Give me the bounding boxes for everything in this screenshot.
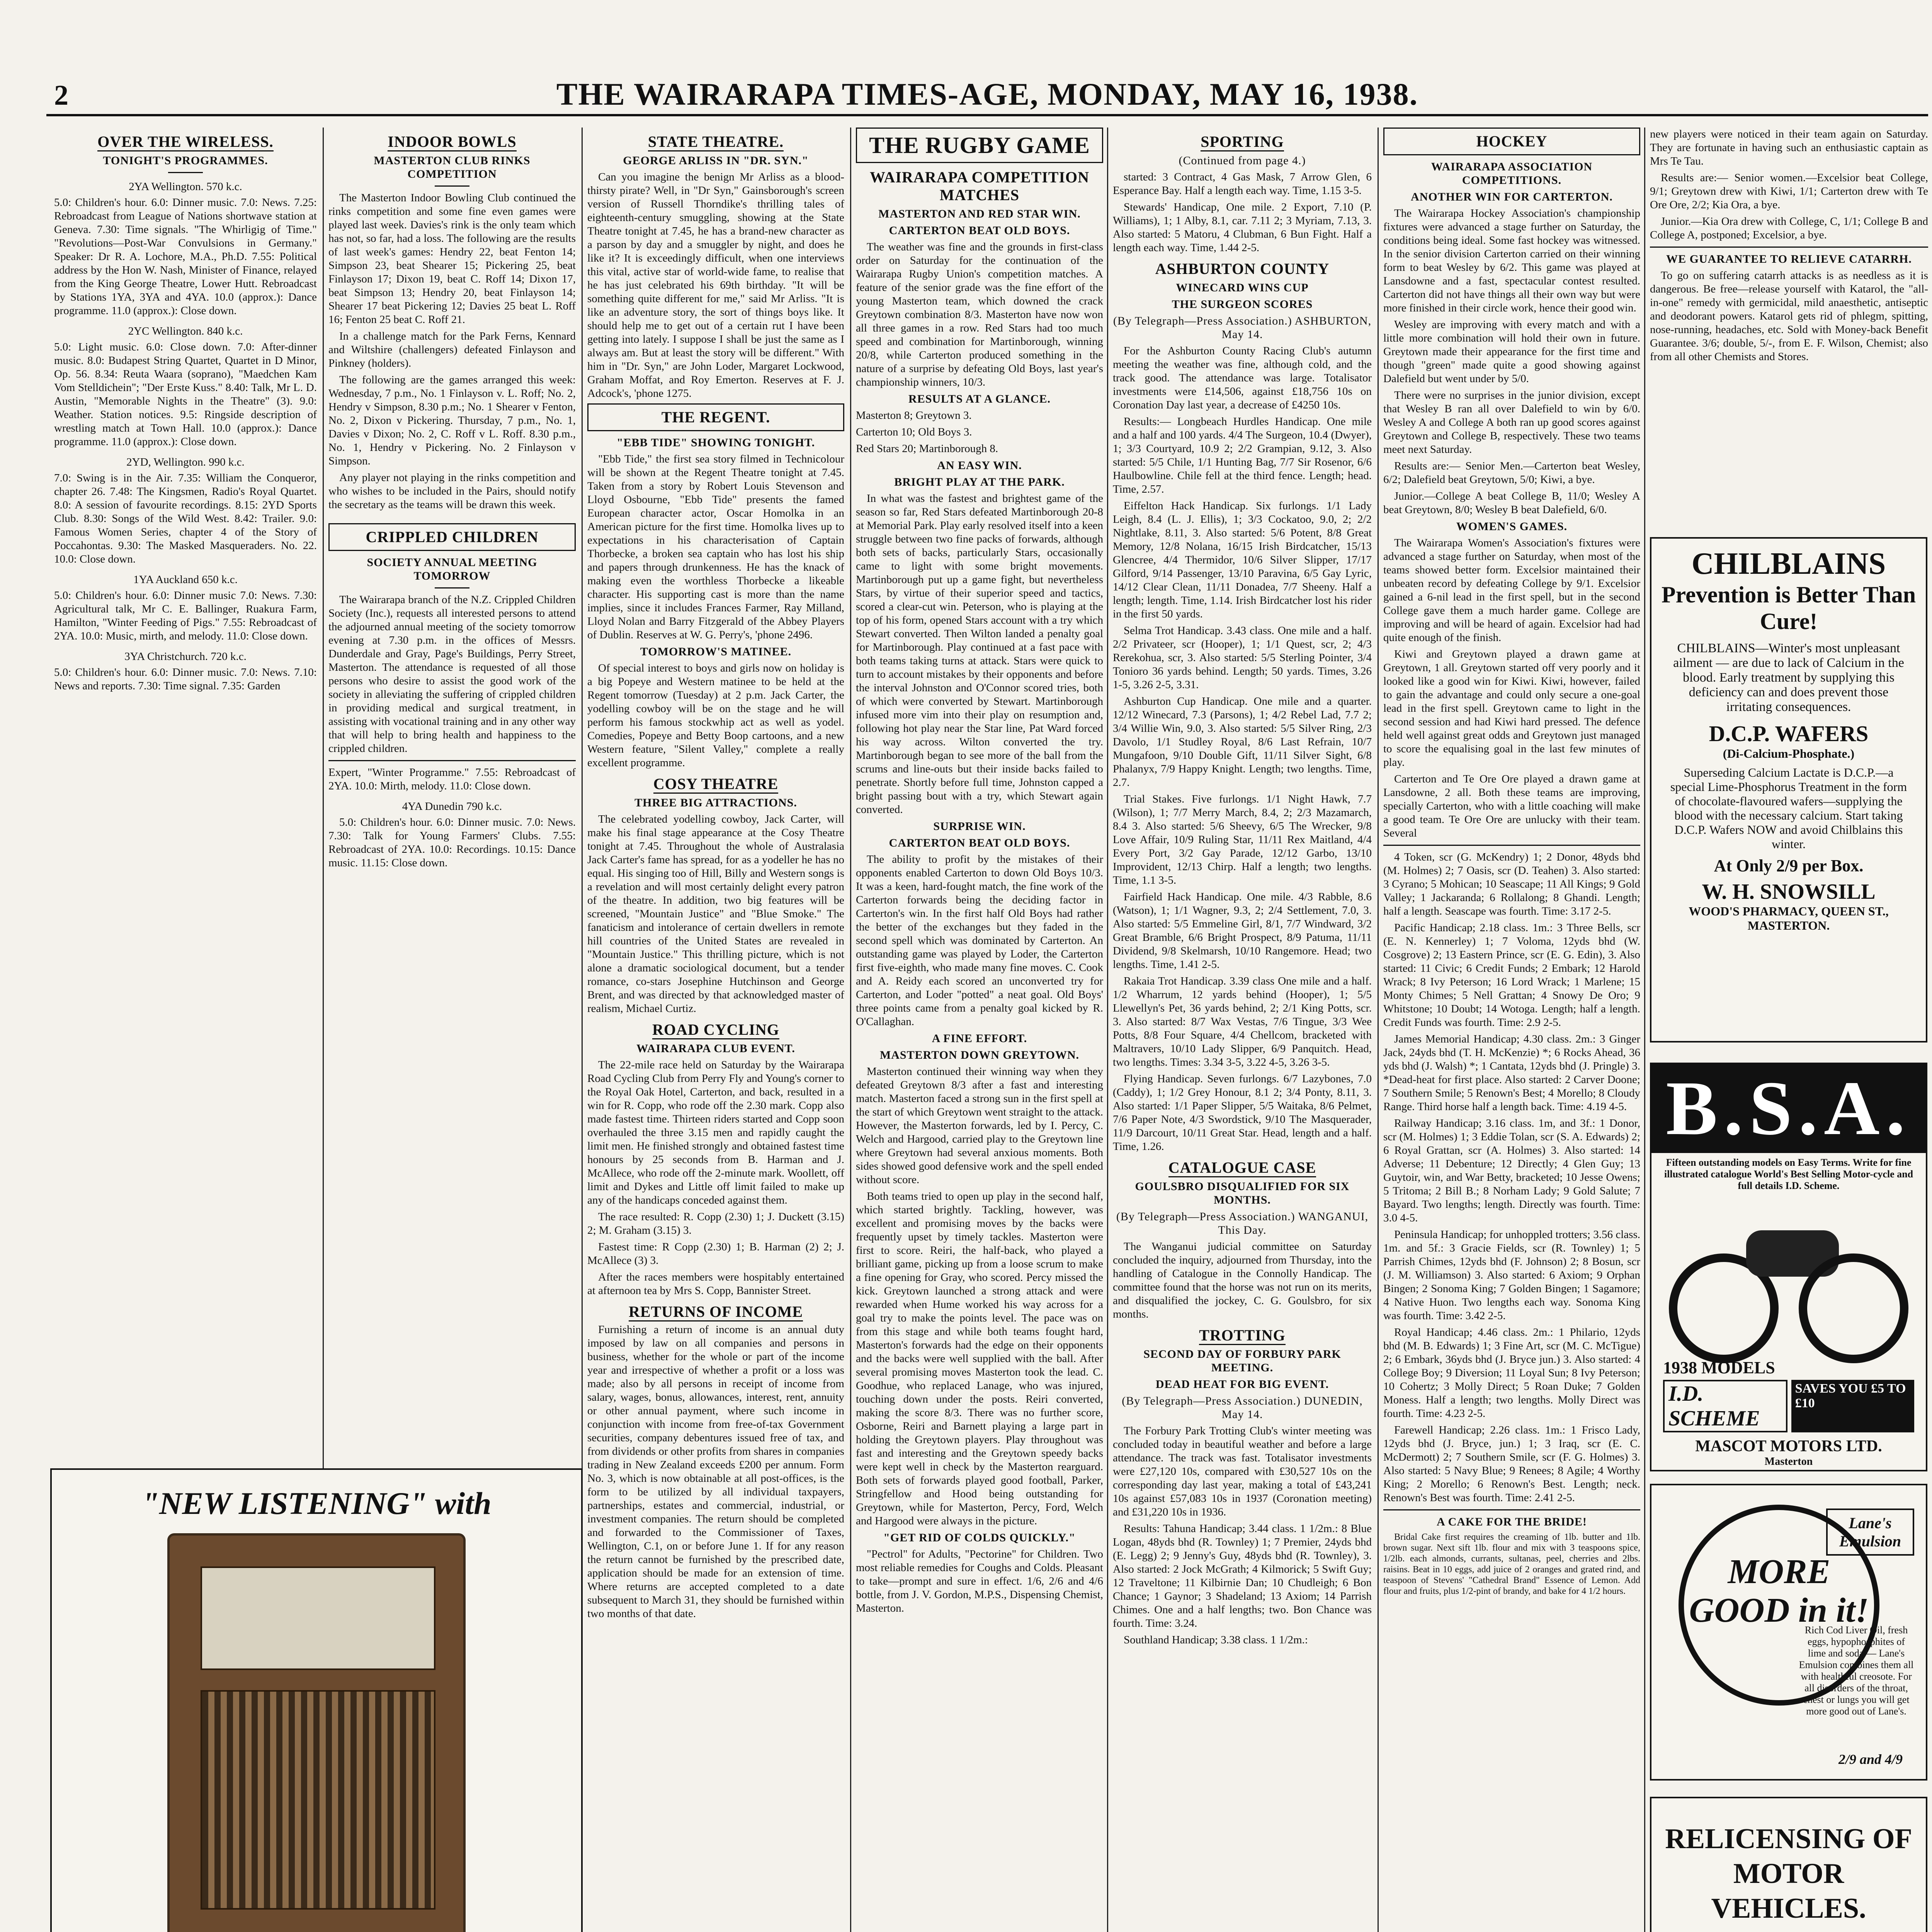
station-3ya: 3YA Christchurch. 720 k.c. bbox=[124, 650, 247, 663]
cosy-sub: THREE BIG ATTRACTIONS. bbox=[634, 796, 797, 809]
state-theatre-p1: Can you imagine the benign Mr Arliss as a blood-thirsty pirate? Well, in "Dr Syn," Gainsborough's screen version of Russell Thorndike's thrilling tales of eighteenth-century smuggling, showing at the State Theatre tonight at 7.45, he has a brand-new character as a parson by day and a smuggler by night, and does he like it? It is exceedingly difficult, when one interviews this vital, active star of world-wide fame, to realise that he has just celebrated his 69th birthday. "It will be something quite different for me," said Mr Arliss. "It is like an adventure story, the sort of things boys like. It should help me to get out of a certain rut I have been getting into lately. I suppose I shall be just the same as I always am. But at least the story will be different." With him in "Dr. Syn," are John Loder, Margaret Lockwood, Graham Moffat, and Roy Emerton. Reserves at F. J. Adcock's, 'phone 1275. bbox=[587, 171, 844, 400]
rugby-p1: The weather was fine and the grounds in first-class order on Saturday for the continuation of the Wairarapa Rugby Union's competition matches. A feature of the senior grade was the fine effort of the young Masterton team, which downed the crack Greytown combination 8/3. Masterton have now won all three games in a row. Red Stars had too much speed and combination for Martinborough, winning 20/8, while Carterton produced something in the nature of a surprise by defeating Old Boys, last year's championship winners, 10/3. bbox=[856, 241, 1103, 388]
column-rule bbox=[1378, 128, 1379, 1932]
hockey-heading: HOCKEY bbox=[1383, 128, 1640, 155]
col8-p3: Junior.—Kia Ora drew with College, C, 1/1; College B and College A, postponed; Excelsior, a bye. bbox=[1650, 215, 1928, 241]
bsa-saves: SAVES YOU £5 TO £10 bbox=[1791, 1380, 1914, 1432]
sporting-p2: Stewards' Handicap, One mile. 2 Export, 7.10 (P. Williams), 1; 1 Alby, 8.1, car. 7.11 2; 3 Myriam, 7.13, 3. Also started: 5 Matoru, 4 Clubman, 6 Bun Fight. Half a length each way. Time, 1.44 2-5. bbox=[1113, 201, 1372, 254]
rugby-surprise: SURPRISE WIN. bbox=[933, 820, 1026, 833]
dcp-product: D.C.P. WAFERS bbox=[1709, 721, 1869, 746]
hockey-sub2: ANOTHER WIN FOR CARTERTON. bbox=[1411, 190, 1613, 203]
bsa-brand: B.S.A. bbox=[1651, 1064, 1926, 1153]
chilblains-price: At Only 2/9 per Box. bbox=[1714, 856, 1864, 875]
trotting-p2: Results: Tahuna Handicap; 3.44 class. 1 1/2m.: 8 Blue Logan, 48yds bhd (R. Townley) 1; 7 Premier, 24yds bhd (E. Legg) 2; 9 Jenny's Guy, 48yds bhd (R. Townley), 3. Also started: 2 Jock McGrath; 4 Kilmorick; 5 Swift Guy; 12 Traveltone; 11 Kilbirnie Dan; 10 Chudleigh; 6 Bon Chance; 1 Gaynor; 3 Shadeland; 13 Axiom; 14 Parrish Chimes. One and a half lengths; two. Bon Chance was fourth. Time: 3.24. bbox=[1113, 1522, 1372, 1629]
station-1ya: 1YA Auckland 650 k.c. bbox=[133, 573, 238, 586]
state-theatre-heading: STATE THEATRE. bbox=[587, 133, 844, 151]
radio-grille-icon bbox=[201, 1690, 435, 1910]
bowls-p4: Any player not playing in the rinks competition and who wishes to be included in the Pairs, should notify the secretary as the teams will be drawn this week. bbox=[328, 471, 576, 511]
rugby-easy: AN EASY WIN. bbox=[937, 459, 1022, 472]
newspaper-title: THE WAIRARAPA TIMES-AGE, MONDAY, MAY 16, 1938. bbox=[556, 77, 1418, 112]
sporting-cont: (Continued from page 4.) bbox=[1179, 154, 1306, 167]
station-4ya: 4YA Dunedin 790 k.c. bbox=[402, 800, 502, 813]
rugby-p5: Both teams tried to open up play in the second half, which started brightly. Tackling, however, was excellent and promising moves by the backs were frequently upset by timely tackles. Masterton were first to score. Reiri, the half-back, who played a brilliant game, picking up from a loose scrum to make a fine opening for Gray, who scored. Percy missed the kick. Greytown launched a strong attack and were rewarded when Hume worked his way across for a goal try to make the points level. The pace was on from this stage and while both teams fought hard, Masterton's forwards had the edge on their opponents and the backs were well supplied with the ball. After several promising moves Masterton took the lead. C. Goodhue, who replaced Lanage, who was injured, touching down under the posts. Reiri converted, making the score 8/3. There was no further score, Osborne, Reiri and Barnett playing a large part in holding the Greytown players. Play throughout was fast and interesting and the Greytown speedy backs were kept well in check by the Masterton rearguard. Both sets of forwards played good football, Parker, Stringfellow and Hood being outstanding for Greytown, while for Masterton, Percy, Ford, Welch and Hargood were always in the picture. bbox=[856, 1190, 1103, 1527]
lanes-body: Rich Cod Liver Oil, fresh eggs, hypophosphites of lime and soda — Lane's Emulsion combines them all with healthful creosote. For all disorders of the throat, chest or lungs you will get more good out of Lane's. bbox=[1799, 1624, 1914, 1717]
col8-p2: Results are:— Senior women.—Excelsior beat College, 9/1; Greytown drew with Kiwi, 1/1; Carterton drew with Te Ore Ore, 2/2; Kia Ora, a bye. bbox=[1650, 172, 1928, 211]
bsa-body: Fifteen outstanding models on Easy Terms. Write for fine illustrated catalogue World's Best Selling Motor-cycle and full details I.D. Scheme. bbox=[1664, 1157, 1913, 1191]
ashburton-heading: ASHBURTON COUNTY bbox=[1155, 260, 1330, 277]
sporting-heading: SPORTING bbox=[1113, 133, 1372, 151]
trotting2-p3: James Memorial Handicap; 4.30 class. 2m.: 3 Ginger Jack, 24yds bhd (T. H. McKenzie) *; 6 Rocks Ahead, 36 yds bhd (J. Walsh) *; 1 Cantata, 12yds bhd (J. Pringle) 3. *Dead-heat for first place. Also started: 2 Carver Doone; 7 Southern Smile; 5 Renown's Best; 4 Morello; 8 Cloudy Range. Third horse half a length back. Time: 4.19 4-5. bbox=[1383, 1033, 1640, 1113]
theatre-column bbox=[587, 128, 844, 1932]
rugby-p6: "Pectrol" for Adults, "Pectorine" for Children. Two most reliable remedies for Coughs and Colds. Pleasant to take—prompt and sure in effect. 1/6, 2/6 and 4/6 bottle, from J. V. Gordon, M.P.S., Dispensing Chemist, Masterton. bbox=[856, 1548, 1103, 1614]
catarrh-heading: WE GUARANTEE TO RELIEVE CATARRH. bbox=[1666, 253, 1912, 265]
sporting-p1: started: 3 Contract, 4 Gas Mask, 7 Arrow Glen, 6 Esperance Bay. Half a length each way. Time, 1.15 3-5. bbox=[1113, 171, 1372, 197]
hockey-women: WOMEN'S GAMES. bbox=[1456, 520, 1568, 533]
bowls-p1: The Masterton Indoor Bowling Club continued the rinks competition and some fine even games were played last week. Davies's rink is the only team which has not, so far, had a loss. The following are the results of last week's games: Hendry 22, beat Fenton 14; Simpson 23, beat Shearer 15; Pickering 25, beat Finlayson 17; Dixon 19, beat C. Roff 14; Dixon 17, beat Simpson 13; Hendry 20, beat Finlayson 14; Shearer 17 beat Pickering 12; Davies 25 beat L. Roff 16; Fenton 25 beat C. Roff 21. bbox=[328, 192, 576, 326]
cycling-p1: The 22-mile race held on Saturday by the Wairarapa Road Cycling Club from Perry Fly and Young's corner to the Royal Oak Hotel, Carterton, and back, resulted in a win for R. Copp, who rode off the 2.30 mark. Copp also made fastest time. Thirteen riders started and Copp soon overhauled the three 3.15 men and rapidly caught the limit men. He finished strongly and obtained fastest time honours by 25 seconds from B. Harman and J. McAllece, who rode off the 2-minute mark. Woollett, off limit and Dykes and Little off limit failed to make up any of the handicaps conceded against them. bbox=[587, 1059, 844, 1206]
cake-heading: A CAKE FOR THE BRIDE! bbox=[1437, 1515, 1587, 1528]
column-rule bbox=[1644, 128, 1645, 1932]
wireless-sub: TONIGHT'S PROGRAMMES. bbox=[103, 154, 268, 167]
trotting-heading: TROTTING bbox=[1113, 1327, 1372, 1344]
ashburton-sub: WINECARD WINS CUP bbox=[1176, 281, 1309, 294]
bsa-dealer: MASCOT MOTORS LTD. bbox=[1695, 1437, 1882, 1455]
rugby-surprise-sub: CARTERTON BEAT OLD BOYS. bbox=[889, 837, 1070, 849]
matinee-heading: TOMORROW'S MATINEE. bbox=[640, 645, 792, 658]
column-rule bbox=[1107, 128, 1108, 1932]
trotting-by: (By Telegraph—Press Association.) DUNEDIN, May 14. bbox=[1122, 1395, 1363, 1421]
station-4ya-items: 5.0: Children's hour. 6.0: Dinner music. 7.0: News. 7.30: Talk for Young Farmers' Clubs. 7.55: Rebroadcast of 2YA. 10.0: Recordings. 10.15: Dance music. 11.15: Close down. bbox=[328, 816, 576, 869]
philips-headline: "NEW LISTENING" with bbox=[141, 1486, 492, 1521]
hockey-p4: Results are:— Senior Men.—Carterton beat Wesley, 6/2; Dalefield beat Greytown, 5/0; Kiwi, a bye. bbox=[1383, 460, 1640, 486]
regent-p2: "Ebb Tide," the first sea story filmed in Technicolour will be shown at the Regent Theatre tonight at 7.45. Taken from a story by Robert Louis Stevenson and Lloyd Osbourne, "Ebb Tide" presents the famed European character actor, Oscar Homolka in an American picture for the first time. Homolka lives up to expectations in his characterisation of Captain Thorbecke, a broken sea captain who has lost his ship and papers through drunkenness. He has the knack of making even the worthless Thorbecke a likeable character. His supporting cast is more than the name implies, since it includes Frances Farmer, Ray Milland, Lloyd Nolan and Barry Fitzgerald of the Abbey Players of Dublin. Reserves at W. G. Perry's, 'phone 2496. bbox=[587, 453, 844, 641]
rugby-heading: THE RUGBY GAME bbox=[856, 128, 1103, 163]
cake-body: Bridal Cake first requires the creaming of 1lb. butter and 1lb. brown sugar. Next sift 1lb. flour and mix with 3 teaspoons spice, 1/2lb. each almonds, currants, sultanas, peel, cherries and 2lbs. raisins. Beat in 10 eggs, add juice of 2 oranges and grated rind, and teaspoon of Stevens' "Cathedral Brand" Essence of Lemon. Add flour and fruits, plus 1/2-pint of brandy, and bake for 4 1/2 hours. bbox=[1383, 1532, 1640, 1596]
crippled-sub: SOCIETY ANNUAL MEETING TOMORROW bbox=[367, 556, 537, 582]
masthead bbox=[46, 68, 1928, 116]
station-2yc: 2YC Wellington. 840 k.c. bbox=[128, 325, 243, 337]
income-heading: RETURNS OF INCOME bbox=[587, 1303, 844, 1321]
station-2yd: 2YD, Wellington. 990 k.c. bbox=[126, 456, 245, 468]
chilblains-headline: CHILBLAINS bbox=[1691, 547, 1886, 581]
sporting-p10: Rakaia Trot Handicap. 3.39 class One mile and a half. 1/2 Wharrum, 12 yards behind (Hooper), 1; 5/5 Llewellyn's Pet, 36 yards behind, 2; 2/1 King Potts, scr. 3. Also started: 8/7 Wax Vestas, 7/6 Tingue, 3/3 Wee Potts, 8/8 Four Square, 4/4 Chellcom, bracketed with Maltravers, 10/10 Lady Slipper, 6/9 Panquitch. Head, two lengths. Times: 3.34 3-5, 3.22 4-5, 3.26 3-5. bbox=[1113, 975, 1372, 1068]
trotting-p1: The Forbury Park Trotting Club's winter meeting was concluded today in beautiful weather and before a large attendance. The track was fast. Totalisator investments were £27,120 10s, compared with £30,527 10s on the corresponding day last year, making a total of £43,241 10s against £57,083 10s in 1937 (Coronation meeting) and £31,220 10s in 1936. bbox=[1113, 1425, 1372, 1518]
column-rule bbox=[850, 128, 851, 1932]
cycling-p2: The race resulted: R. Copp (2.30) 1; J. Duckett (3.15) 2; M. Graham (3.15) 3. bbox=[587, 1211, 844, 1236]
rugby-p2: In what was the fastest and brightest game of the season so far, Red Stars defeated Martinborough 20-8 at Memorial Park. Play early resolved itself into a keen struggle between two fine packs of forwards, although both sets of backs, particularly Stars, occasionally came to light with some bright movements. Martinborough put up a game fight, but nevertheless Stars, by virtue of their superior speed and tactics, scored a clear-cut win. Peterson, who is playing at the top of his form, opened Stars account with a try which Stewart converted. Then Wilton landed a penalty goal for Martinborough. Play continued at a fast pace with both teams taking turns at attack. Stars were quick to turn to account mistakes by their opponents and before the interval Johnston and O'Connor scored tries, both of which were converted by Stewart. Martinborough infused more vim into their play on resumption and, following hot play near the Star line, Pat Ward forced his way across. Wilton converted the try. Martinborough began to see more of the ball from the scrums and line-outs but their inside backs failed to penetrate. Shortly before full time, Johnston capped a bright passing bout with a try, which Stewart again converted. bbox=[856, 492, 1103, 816]
cycling-p3: Fastest time: R Copp (2.30) 1; B. Harman (2) 2; J. McAllece (3) 3. bbox=[587, 1241, 844, 1267]
wireless-column bbox=[54, 128, 317, 1461]
station-1ya-items: 5.0: Children's hour. 6.0: Dinner music 7.0: News. 7.30: Agricultural talk, Mr C. E. Ballinger, Ruakura Farm, Hamilton, "Winter Feeding of Pigs." 7.55: Rebroadcast of 2YA. 10.0: Music, mirth, and melody. 11.0: Close down. bbox=[54, 589, 317, 642]
rugby-colds: "GET RID OF COLDS QUICKLY." bbox=[883, 1531, 1076, 1544]
sporting-column bbox=[1113, 128, 1372, 1932]
hockey-p1: The Wairarapa Hockey Association's championship fixtures were advanced a stage further on Saturday, the conditions being ideal. Some fast hockey was witnessed. In the senior division Carterton carried on their winning form to beat Wesley by 6/2. This game was played at Lansdowne and a fast, spectacular contest resulted. Carterton did not have things all their own way but were more finished in their circle work, hence their good win. bbox=[1383, 207, 1640, 314]
rugby-easy-sub: BRIGHT PLAY AT THE PARK. bbox=[894, 476, 1065, 488]
relicensing-advertisement bbox=[1650, 1797, 1927, 1932]
sporting-p9: Fairfield Hack Handicap. One mile. 4/3 Rabble, 8.6 (Watson), 1; 1/1 Wagner, 9.3, 2; 2/4 Settlement, 7.0, 3. Also started: 5/5 Emmeline Girl, 8/1, 7/7 Windward, 3/2 Great Bramble, 6/6 Bright Prospect, 8/9 Patuma, 11/11 Dividend, 9/8 Skelmarsh, 10/10 Rangemore. Head; two lengths. Time, 1.41 2-5. bbox=[1113, 891, 1372, 971]
rugby-sub: WAIRARAPA COMPETITION MATCHES bbox=[869, 168, 1090, 204]
bsa-scheme: I.D. SCHEME bbox=[1663, 1380, 1787, 1432]
state-theatre-sub: GEORGE ARLISS IN "DR. SYN." bbox=[623, 154, 809, 167]
chilblains-body2: Superseding Calcium Lactate is D.C.P.—a special Lime-Phosphorus Treatment in the form of chocolate-flavoured wafers—supplying the blood with the necessary calcium. Start taking D.C.P. Wafers NOW and avoid Chilblains this winter. bbox=[1670, 765, 1907, 851]
cycling-sub: WAIRARAPA CLUB EVENT. bbox=[636, 1042, 795, 1055]
rugby-p3: The ability to profit by the mistakes of their opponents enabled Carterton to down Old Boys 10/3. It was a keen, hard-fought match, the fine work of the Carterton forwards being the deciding factor in Carterton's win. In the first half Old Boys had rather the better of the exchanges but they faded in the second spell which was dominated by Carterton. An outstanding game was played by Loder, the Carterton first five-eighth, who made many fine moves. C. Cook and A. Reidy each scored an unconverted try for Carterton, and Loder "potted" a neat goal. Old Boys' three points came from a penalty goal kicked by R. O'Callaghan. bbox=[856, 853, 1103, 1028]
rugby-effort-sub: MASTERTON DOWN GREYTOWN. bbox=[879, 1049, 1080, 1061]
cosy-p4: The celebrated yodelling cowboy, Jack Carter, will make his final stage appearance at the Cosy Theatre tonight at 7.45. Throughout the whole of Australasia Jack Carter's fame has spread, for as a yodeller he has no equal. His singing too of Hill, Billy and Western songs is a revelation and will most certainly delight every patron of the theatre. In addition, two big features will be screened, "Mountain Justice" and "Blue Smoke." The fanaticism and intolerance of certain dwellers in remote hill countries of the United States are revealed in "Mountain Justice." This thrilling picture, which is not alone a dramatic sociological document, but a tender romance, co-stars Josephine Hutchinson and George Brent, and was directed by that acknowledged master of realism, Michael Curtiz. bbox=[587, 813, 844, 1015]
hockey-continued-column bbox=[1650, 128, 1928, 533]
station-2ya-items: 5.0: Children's hour. 6.0: Dinner music. 7.0: News. 7.25: Rebroadcast from League of Nations shortwave station at Geneva. 7.30: Time signals. "The Whirligig of Time." "Revolutions—Post-War Convulsions in Germany." Speaker: Dr R. A. Lochore, M.A., Ph.D. 7.55: Political address by the Hon W. Nash, Minister of Finance, relayed from the King George Theatre, Lower Hutt. Rebroadcast by Stations 1YA, 3YA and 4YA. 10.0 (approx.): Dance programme. 11.0 (approx.): Close down. bbox=[54, 196, 317, 317]
radio-dial-icon bbox=[201, 1566, 435, 1670]
crippled-p1: The Wairarapa branch of the N.Z. Crippled Children Society (Inc.), requests all interested persons to attend the adjourned annual meeting of the society tomorrow evening at 7.30 p.m. in the offices of Messrs. Dunderdale and Gray, Page's Buildings, Perry Street, Masterton. The attendance is requested of all those persons who desire to assist the good work of the society in alleviating the suffering of crippled children in providing medical and surgical treatment, in assisting with vocational training and in any other way that will help to bring health and happiness to the crippled children. bbox=[328, 594, 576, 755]
trotting2-p7: Farewell Handicap; 2.26 class. 1m.: 1 Frisco Lady, 12yds bhd (J. Bryce, jun.) 1; 3 Iraq, scr (E. C. McDermott) 2; 7 Southern Smile, scr (F. G. Holmes) 3. Also started: 5 Navy Blue; 9 Renees; 8 Agile; 4 Worthy King; 2 Morello; 6 Renown's Best. Length; neck. Renown's Best was fourth. Time: 2.41 2-5. bbox=[1383, 1424, 1640, 1504]
bsa-town: Masterton bbox=[1764, 1456, 1813, 1468]
regent-heading: THE REGENT. bbox=[587, 403, 844, 431]
rugby-column bbox=[856, 128, 1103, 1932]
motorcycle-icon bbox=[1669, 1207, 1908, 1354]
hockey-column bbox=[1383, 128, 1640, 1932]
lanes-headline: MORE GOOD in it! bbox=[1679, 1505, 1879, 1706]
trotting2-p4: Railway Handicap; 3.16 class. 1m, and 3f.: 1 Donor, scr (M. Holmes) 1; 3 Eddie Tolan, scr (S. A. Edwards) 2; 6 Royal Grattan, scr (A. Holmes) 3. Also started: 14 Adverse; 11 Debenture; 12 Directly; 4 Glen Guy; 13 Guytoir, win, and War Betty, bracketed; 10 Jesse Owens; 5 Tritoma; 2 Bill B.; 8 Norham Lady; 9 Gold Salute; 7 Bayard. Two lengths; length. Directly was fourth. Time: 3.0 4-5. bbox=[1383, 1117, 1640, 1224]
hockey-p3: There were no surprises in the junior division, except that Wesley B ran all over Dalefield to win by 6/0. Wesley A and College A both ran up good scores against Greytown and College B, respectively. These two teams meet next Saturday. bbox=[1383, 389, 1640, 456]
bowls-sub: MASTERTON CLUB RINKS COMPETITION bbox=[374, 154, 531, 180]
trotting-sub2: DEAD HEAT FOR BIG EVENT. bbox=[1155, 1378, 1329, 1391]
sporting-p5: Eiffelton Hack Handicap. Six furlongs. 1/1 Lady Leigh, 8.4 (L. J. Ellis), 1; 3/3 Cockatoo, 9.0, 2; 2/2 Nightlake, 8.11, 3. Also started: 5/6 Potent, 8/8 Great Memory, 12/8 Nolana, 16/15 Irish Birdcatcher, 15/13 Glencree, 4/4 Thermidor, 10/6 Silver Slipper, 17/17 Gilford, 9/14 Passenger, 13/10 Paravina, 6/5 Gay Lyric, 14/12 Clear Clean, 11/11 Donadea, 7/7 Sheeny. Half a length; length. Time, 1.14. Irish Birdcatcher lost his rider in the first 50 yards. bbox=[1113, 500, 1372, 620]
chilblains-dealer-sub: WOOD'S PHARMACY, QUEEN ST., MASTERTON. bbox=[1689, 904, 1889, 932]
hockey-p6: The Wairarapa Women's Association's fixtures were advanced a stage further on Saturday, when most of the teams showed better form. Excelsior maintained their unbeaten record by defeating College by 9/1. Excelsior gained a 6-nil lead in the first spell, but in the second College gave them a much harder game. College are improving and will be heard of again. Excelsior had had quite enough of the finish. bbox=[1383, 537, 1640, 644]
hockey-p7: Kiwi and Greytown played a drawn game at Greytown, 1 all. Greytown started off very poorly and it looked like a good win for Kiwi. Kiwi, however, failed to gain the advantage and could only secure a one-goal lead in the first spell. Greytown came to light in the second session and had Kiwi hard pressed. The defence held well against great odds and Greytown just managed to score the equalising goal in the last few minutes of play. bbox=[1383, 648, 1640, 769]
chilblains-body: CHILBLAINS—Winter's most unpleasant ailment — are due to lack of Calcium in the blood. Early treatment by supplying this deficiency can and does prevent those irritating consequences. bbox=[1673, 641, 1904, 714]
wireless-heading: OVER THE WIRELESS. bbox=[54, 133, 317, 151]
bowls-column bbox=[328, 128, 576, 1461]
rugby-sub3: CARTERTON BEAT OLD BOYS. bbox=[889, 224, 1070, 237]
catalogue-heading: CATALOGUE CASE bbox=[1113, 1159, 1372, 1177]
rugby-sub2: MASTERTON AND RED STAR WIN. bbox=[878, 207, 1081, 220]
dcp-product-sub: (Di-Calcium-Phosphate.) bbox=[1723, 747, 1855, 760]
lanes-price: 2/9 and 4/9 bbox=[1838, 1752, 1903, 1767]
hockey-p8: Carterton and Te Ore Ore played a drawn game at Lansdowne, 2 all. Both these teams are improving, specially Carterton, who with a little coaching will make a good team. Te Ore Ore are unlucky with their team. Several bbox=[1383, 773, 1640, 839]
rugby-result-3: Red Stars 20; Martinborough 8. bbox=[856, 442, 998, 455]
cycling-heading: ROAD CYCLING bbox=[587, 1021, 844, 1039]
trotting2-p2: Pacific Handicap; 2.18 class. 1m.: 3 Three Bells, scr (E. N. Kennerley) 1; 7 Voloma, 12yds bhd (W. Cosgrove) 2; 13 Eastern Prince, scr (E. G. Edin), 3. Also started: 11 Civic; 6 Credit Funds; 2 Embark; 12 Harold Wrack; 8 Ivy Peterson; 16 Lord Wrack; 1 Marlene; 15 Monty Chimes; 5 Nell Grattan; 4 Snowy De Oro; 9 Whitstone; 10 Doubt; 14 Wotoga. Length; half a length. Credit Funds was fourth. Time: 2.9 2-5. bbox=[1383, 922, 1640, 1029]
rugby-effort: A FINE EFFORT. bbox=[932, 1032, 1027, 1045]
bsa-advertisement bbox=[1650, 1063, 1927, 1471]
rugby-glance: RESULTS AT A GLANCE. bbox=[908, 393, 1051, 405]
bowls-p3: The following are the games arranged this week: Wednesday, 7 p.m., No. 1 Finlayson v. L. Roff; No. 2, Hendry v Simpson, 8.30 p.m.; No. 1 Shearer v Fenton, No. 2, Dixon v Pickering. Thursday, 7 p.m., No. 1, Davies v Dixon; No. 2, C. Roff v L. Roff. 8.30 p.m., No. 1, Hendry v Pickering. No. 2 Finlayson v Simpson. bbox=[328, 374, 576, 467]
ashburton-by: (By Telegraph—Press Association.) ASHBURTON, May 14. bbox=[1113, 315, 1372, 341]
trotting2-p5: Peninsula Handicap; for unhoppled trotters; 3.56 class. 1m. and 5f.: 3 Gracie Fields, scr (R. Townley) 1; 5 Parrish Chimes, 12yds bhd (F. Johnson) 2; 8 Bosun, scr (J. M. Williamson) 3. Also started: 6 Axiom; 9 Orphan Bingen; 2 Sonoma King; 7 Golden Bingen; 1 Sagamore; 4 Native Huon. Two lengths each way. Sonoma King was fourth. Time: 3.42 2-5. bbox=[1383, 1228, 1640, 1322]
station-2ya: 2YA Wellington. 570 k.c. bbox=[129, 180, 242, 193]
philips-advertisement bbox=[50, 1468, 583, 1932]
chilblains-dealer: W. H. SNOWSILL bbox=[1702, 880, 1876, 904]
trotting2-p1: 4 Token, scr (G. McKendry) 1; 2 Donor, 48yds bhd (M. Holmes) 2; 7 Oasis, scr (D. Teahen) 3. Also started: 3 Cyrano; 5 Mohican; 10 Seascape; 11 All Kings; 9 Gold Valley; 1 Jackaranda; 6 Rollalong; 8 Ghandi. Length; half a length. Seascape was fourth. Time: 3.17 2-5. bbox=[1383, 851, 1640, 917]
chilblains-sub: Prevention is Better Than Cure! bbox=[1661, 582, 1916, 634]
rugby-p4: Masterton continued their winning way when they defeated Greytown 8/3 after a fast and interesting match. Masterton faced a strong sun in the first spell at the start of which Greytown went straight to the attack. However, the Masterton forwards, led by I. Percy, C. Welch and Hargood, carried play to the Greytown line where Greytown had several anxious moments. Both sides showed good defensive work and the spell ended without score. bbox=[856, 1065, 1103, 1186]
station-2yd-items: 7.0: Swing is in the Air. 7.35: William the Conqueror, chapter 26. 7.48: The Kingsmen, Radio's Royal Quartet. 8.0: A session of favourite recordings. 8.15: 2YD Sports Club. 8.30: Songs of the Wild West. 8.42: Trailer. 9.0: Famous Women Series, chapter 4 of the Story of Poccahontas. 9.30: The Masked Masqueraders. No. 22. 10.0: Close down. bbox=[54, 472, 317, 565]
bowls-p2: In a challenge match for the Park Ferns, Kennard and Wiltshire (challengers) defeated Finlayson and Pinkney (holders). bbox=[328, 330, 576, 369]
matinee-p3: Of special interest to boys and girls now on holiday is a big Popeye and Western matinee to be held at the Regent tomorrow (Tuesday) at 2 p.m. Jack Carter, the yodelling cowboy will be on the stage and he will perform his famous stockwhip act as well as yodel. Comedies, Popeye and Betty Boop cartoons, and a new Western feature, "Silent Valley," complete a really excellent programme. bbox=[587, 662, 844, 769]
hockey-p5: Junior.—College A beat College B, 11/0; Wesley A beat Greytown, 8/0; Wesley B beat Dalefield, 6/0. bbox=[1383, 490, 1640, 516]
sporting-p8: Trial Stakes. Five furlongs. 1/1 Night Hawk, 7.7 (Wilson), 1; 7/7 Merry March, 8.4, 2; 2/3 Mazamarch, 8.4 3. Also started: 5/6 Sheevy, 6/5 The Wrecker, 9/8 Love Affair, 10/9 Ruling Star, 11/11 Rex Maitland, 4/4 Every Port, 3/2 Gay Parade, 12/12 Garbo, 13/10 Improvident, 12/13 Chirp. Half a length; two lengths. Time, 1.1 3-5. bbox=[1113, 793, 1372, 886]
sporting-p3: For the Ashburton County Racing Club's autumn meeting the weather was fine, although cold, and the track good. The attendance was large. Totalisator investments were £14,506, against £18,756 10s on Coronation Day last year, a decrease of £4250 10s. bbox=[1113, 345, 1372, 411]
rugby-result-2: Carterton 10; Old Boys 3. bbox=[856, 426, 972, 438]
sporting-p11: Flying Handicap. Seven furlongs. 6/7 Lazybones, 7.0 (Caddy), 1; 1/2 Grey Honour, 8.1 2; 3/4 Ponty, 8.11, 3. Also started: 1/1 Paper Slipper, 5/5 Waitaka, 8/6 Pelmet, 7/6 Paper Note, 4/3 Swordstick, 9/10 The Masquerader, 11/9 Darcourt, 10/11 Great Star. Head, length and a half. Time, 1.26. bbox=[1113, 1073, 1372, 1153]
sporting-p4: Results:— Longbeach Hurdles Handicap. One mile and a half and 100 yards. 4/4 The Surgeon, 10.4 (Dwyer), 1; 3/3 Courtyard, 10.9 2; 2/2 Grampian, 9.12, 3. Also started: 5/5 Chile, 1/1 Hunting Bag, 7/7 Sir Rosenor, 6/6 Haulbowline. Chile fell at the third fence. Length; head. Time, 2.57. bbox=[1113, 415, 1372, 495]
station-3ya-items: 5.0: Children's hour. 6.0: Dinner music. 7.0: News. 7.10: News and reports. 7.30: Time signal. 7.35: Garden bbox=[54, 666, 317, 692]
hockey-sub: WAIRARAPA ASSOCIATION COMPETITIONS. bbox=[1431, 160, 1593, 187]
trotting-p3: Southland Handicap; 3.38 class. 1 1/2m.: bbox=[1124, 1634, 1308, 1646]
income-p1: Furnishing a return of income is an annual duty imposed by law on all companies and persons in business, whether for the whole or part of the income year and irrespective of whether a profit or a loss was made; also by all persons in receipt of income from salary, wages, bonus, allowances, interest, rent, annuity or other annual payment, where such income in conjunction with income from free-of-tax Government securities, company debentures issued free of tax, and from dividends or other profits from shares in companies trading in New Zealand exceeds £200 per annum. Form No. 3, which is now obtainable at all post-offices, is the form to be utilized by all individual taxpayers, partnerships, estates and commercial, industrial, or investment companies. The return should be completed and forwarded to the Commissioner of Taxes, Wellington, C.1, on or before June 1. If for any reason the return cannot be furnished by the prescribed date, application should be made for an extension of time. Where returns are accepted completed to a date subsequent to March 31, they should be furnished within two months of that date. bbox=[587, 1323, 844, 1620]
crippled-heading: CRIPPLED CHILDREN bbox=[328, 523, 576, 551]
sporting-p7: Ashburton Cup Handicap. One mile and a quarter. 12/12 Winecard, 7.3 (Parsons), 1; 4/2 Rebel Lad, 7.7 2; 3/4 Willie Win, 9.0, 3. Also started: 5/5 Silver Ring, 2/3 Davolo, 1/1 Studley Royal, 8/6 Last Refrain, 10/7 Mungafoon, 9/10 Double Gift, 11/11 Silver Sight, 6/8 Phalanyx, 7/9 Happy Knight. Length; two lengths. Time, 2.7. bbox=[1113, 695, 1372, 789]
bsa-models: 1938 MODELS bbox=[1663, 1358, 1775, 1377]
cycling-p4: After the races members were hospitably entertained at afternoon tea by Mrs S. Copp, Bannister Street. bbox=[587, 1271, 844, 1297]
chilblains-advertisement bbox=[1650, 537, 1927, 1043]
wireless-cont-p1: Expert, "Winter Programme." 7.55: Rebroadcast of 2YA. 10.0: Mirth, melody. 11.0: Close down. bbox=[328, 766, 576, 792]
bowls-heading: INDOOR BOWLS bbox=[328, 133, 576, 151]
lanes-brand: Lane's Emulsion bbox=[1826, 1509, 1914, 1556]
regent-sub: "EBB TIDE" SHOWING TONIGHT. bbox=[616, 436, 815, 449]
rugby-result-1: Masterton 8; Greytown 3. bbox=[856, 409, 972, 422]
page-number: 2 bbox=[54, 80, 68, 111]
catarrh-body: To go on suffering catarrh attacks is as needless as it is dangerous. Be free—release yourself with Katarol, the "all-in-one" remedy with germicidal, mild anaesthetic, antiseptic and deodorant powers. Katarol gets rid of phlegm, spitting, nose-running, headaches, etc. Sold with Money-back Benefit Guarantee. 3/6; double, 5/-, from E. F. Wilson, Chemist; also from all other Chemists and Stores. bbox=[1650, 269, 1928, 363]
trotting2-p6: Royal Handicap; 4.46 class. 2m.: 1 Philario, 12yds bhd (M. B. Edwards) 1; 3 Fine Art, scr (M. C. McTigue) 2; 6 Embark, 36yds bhd (J. Bryce jun.) 3. Also started: 4 College Boy; 9 Diversion; 11 Loyal Sun; 8 Ivy Peterson; 10 Cohertz; 3 Molly Direct; 5 Roan Duke; 7 Golden Moness. Half a length; two lengths. Molly Direct was fourth. Time: 4.23 2-5. bbox=[1383, 1326, 1640, 1420]
station-2yc-items: 5.0: Light music. 6.0: Close down. 7.0: After-dinner music. 8.0: Budapest String Quartet, Quartet in D Minor, Op. 56. 8.34: Reuta Waara (soprano), "Maedchen Kam Vom Stelldichein"; "Der Erste Kuss." 8.40: Talk, Mr L. D. Austin, "Memorable Nights in the Theatre" (3). 9.0: Weather. Station notices. 9.5: Ringside description of wrestling match at Town Hall. 10.0 (approx.): Dance programme. 11.0 (approx.): Close down. bbox=[54, 341, 317, 448]
catalogue-sub: GOULSBRO DISQUALIFIED FOR SIX MONTHS. bbox=[1135, 1180, 1350, 1206]
catalogue-by: (By Telegraph—Press Association.) WANGANUI, This Day. bbox=[1116, 1210, 1369, 1236]
col8-p1: new players were noticed in their team again on Saturday. They are fortunate in having such an enthusiastic captain as Mrs Te Tau. bbox=[1650, 128, 1928, 167]
hockey-p2: Wesley are improving with every match and with a little more combination will hold their own in future. Greytown made their appearance for the first time and though "green" made quite a good showing against Dalefield but went under by 5/0. bbox=[1383, 318, 1640, 385]
cosy-heading: COSY THEATRE bbox=[587, 775, 844, 793]
sporting-p6: Selma Trot Handicap. 3.43 class. One mile and a half. 2/2 Privateer, scr (Hooper), 1; 1/1 Quest, scr, 2; 4/3 Rerekohua, scr, 3. Also started: 5/5 Sterling Pointer, 3/4 Tonioro 36 yards behind. Length; 50 yards. Times, 3.26 1-5, 3.26 2-5, 3.31. bbox=[1113, 624, 1372, 691]
trotting-sub: SECOND DAY OF FORBURY PARK MEETING. bbox=[1143, 1348, 1341, 1374]
lanes-emulsion-advertisement bbox=[1650, 1484, 1927, 1781]
relicensing-headline: RELICENSING OF MOTOR VEHICLES. bbox=[1665, 1823, 1912, 1924]
catalogue-p1: The Wanganui judicial committee on Saturday concluded the inquiry, adjourned from Thursday, into the handling of Catalogue in the Connolly Handicap. The committee found that the horse was not run on its merits, and disqualified the jockey, C. G. Goulsbro, for six months. bbox=[1113, 1240, 1372, 1320]
radio-illustration bbox=[167, 1533, 466, 1932]
ashburton-sub2: THE SURGEON SCORES bbox=[1172, 298, 1313, 311]
